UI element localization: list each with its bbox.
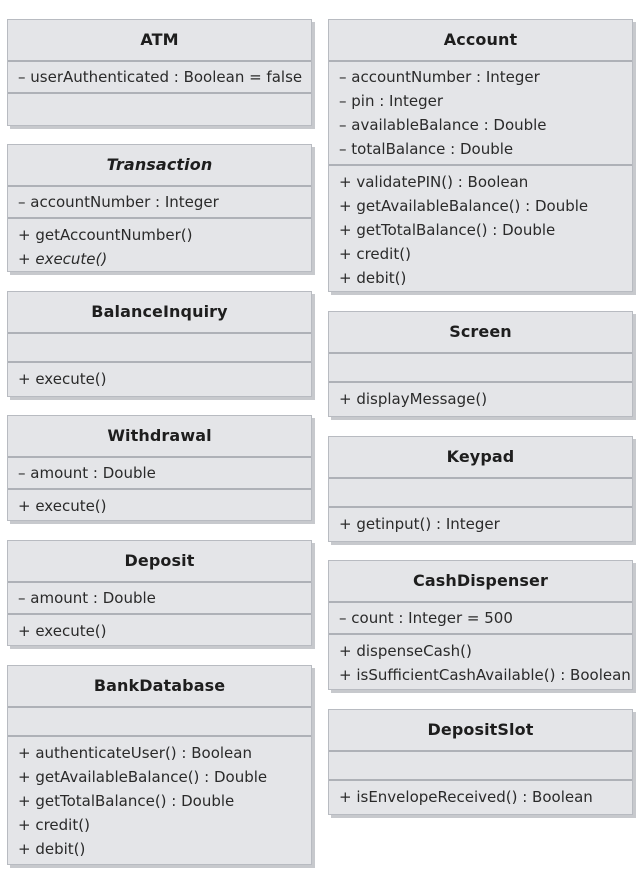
operation: + execute() bbox=[18, 370, 107, 388]
class-name: Transaction bbox=[106, 155, 213, 174]
attribute: – userAuthenticated : Boolean = false bbox=[18, 68, 303, 86]
operation: + debit() bbox=[339, 269, 407, 287]
attributes-section bbox=[329, 477, 632, 506]
operations-section bbox=[8, 488, 311, 521]
class-deposit-slot bbox=[328, 709, 633, 815]
class-keypad bbox=[328, 436, 633, 542]
class-atm bbox=[7, 19, 312, 126]
operation: + credit() bbox=[18, 816, 90, 834]
operation: + displayMessage() bbox=[339, 390, 488, 408]
operation: + getinput() : Integer bbox=[339, 515, 500, 533]
operation: + execute() bbox=[18, 497, 107, 515]
attributes-section bbox=[8, 706, 311, 735]
class-bank-database bbox=[7, 665, 312, 865]
operation: + authenticateUser() : Boolean bbox=[18, 744, 252, 762]
class-screen bbox=[328, 311, 633, 417]
class-name: Keypad bbox=[446, 447, 515, 466]
operations-section bbox=[329, 381, 632, 414]
attributes-section bbox=[329, 60, 632, 164]
class-deposit bbox=[7, 540, 312, 646]
class-name: DepositSlot bbox=[427, 720, 534, 739]
class-name: BankDatabase bbox=[93, 676, 226, 695]
operations-section bbox=[8, 92, 311, 121]
attribute: – amount : Double bbox=[18, 589, 156, 607]
attributes-section bbox=[8, 581, 311, 613]
class-name: ATM bbox=[140, 30, 179, 49]
operation: + isSufficientCashAvailable() : Boolean bbox=[339, 666, 631, 684]
attributes-section bbox=[329, 352, 632, 381]
attributes-section bbox=[8, 332, 311, 361]
attributes-section bbox=[329, 601, 632, 633]
operations-section bbox=[8, 735, 311, 864]
attributes-section bbox=[8, 456, 311, 488]
operation: + getAvailableBalance() : Double bbox=[339, 197, 589, 215]
attributes-section bbox=[8, 60, 311, 92]
attribute: – count : Integer = 500 bbox=[339, 609, 513, 627]
operations-section bbox=[329, 633, 632, 690]
attribute: – pin : Integer bbox=[339, 92, 444, 110]
attributes-section bbox=[8, 185, 311, 217]
attribute: – availableBalance : Double bbox=[339, 116, 547, 134]
class-name: Deposit bbox=[124, 551, 195, 570]
attribute: – accountNumber : Integer bbox=[18, 193, 219, 211]
class-name: BalanceInquiry bbox=[91, 302, 228, 321]
attribute: – totalBalance : Double bbox=[339, 140, 514, 158]
attributes-section bbox=[329, 750, 632, 779]
operations-section bbox=[329, 506, 632, 539]
operation: + getAvailableBalance() : Double bbox=[18, 768, 268, 786]
class-withdrawal bbox=[7, 415, 312, 521]
attribute: – amount : Double bbox=[18, 464, 156, 482]
operations-section bbox=[8, 361, 311, 394]
operations-section bbox=[8, 613, 311, 646]
operation-abstract: + execute() bbox=[18, 250, 108, 268]
class-name: CashDispenser bbox=[412, 571, 548, 590]
operations-section bbox=[329, 164, 632, 293]
operation: + credit() bbox=[339, 245, 411, 263]
class-transaction bbox=[7, 144, 312, 272]
operation: + getTotalBalance() : Double bbox=[339, 221, 556, 239]
class-name: Screen bbox=[449, 322, 512, 341]
operations-section bbox=[8, 217, 311, 274]
class-cash-dispenser bbox=[328, 560, 633, 690]
class-account bbox=[328, 19, 633, 292]
operation: + isEnvelopeReceived() : Boolean bbox=[339, 788, 593, 806]
class-name: Account bbox=[443, 30, 518, 49]
operation: + debit() bbox=[18, 840, 86, 858]
class-name: Withdrawal bbox=[107, 426, 212, 445]
attribute: – accountNumber : Integer bbox=[339, 68, 540, 86]
operation: + getTotalBalance() : Double bbox=[18, 792, 235, 810]
class-balance-inquiry bbox=[7, 291, 312, 397]
operation: + getAccountNumber() bbox=[18, 226, 193, 244]
operation: + execute() bbox=[18, 622, 107, 640]
operation: + dispenseCash() bbox=[339, 642, 472, 660]
operation: + validatePIN() : Boolean bbox=[339, 173, 529, 191]
operations-section bbox=[329, 779, 632, 812]
